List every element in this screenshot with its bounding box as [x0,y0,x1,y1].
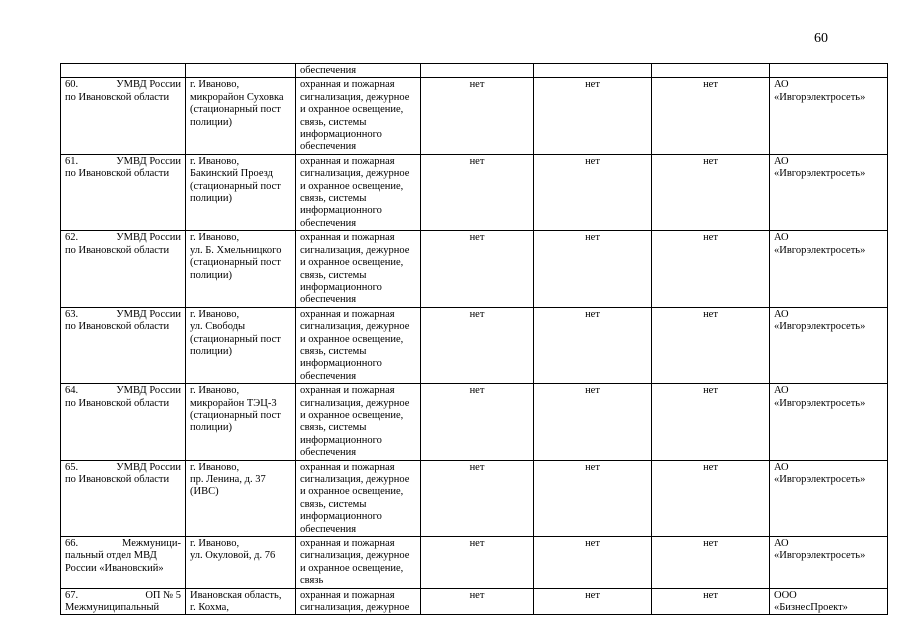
organization-name-rest: по Ивановской области [65,321,170,333]
organization-name-rest: по Ивановской области [65,244,170,256]
organization-name-start: УМВД России [116,79,181,91]
cell-value: нет [652,78,770,154]
page-number: 60 [814,31,828,46]
cell-value: нет [421,307,534,383]
table-row [61,460,888,536]
table-row [61,154,888,230]
cell-value: нет [421,384,534,460]
cell-address: Ивановская область, г. Кохма, [186,588,296,615]
organization-name-rest: по Ивановской области [65,474,170,485]
table-row [61,588,888,615]
cell-value: нет [421,78,534,154]
cell-value: нет [534,78,652,154]
cell-value: нет [534,307,652,383]
organization-name-start: УМВД России [116,385,181,397]
cell-value: нет [421,231,534,307]
cell-systems: охранная и пожарная сигнализация, дежурное и охранное освещение, связь, системы информационного обеспечения [296,384,421,460]
cell-address: г. Иваново, ул. Свободы (стационарный пост полиции) [186,307,296,383]
cell-value: нет [534,588,652,615]
organization-name-start: ОП № 5 [145,589,181,601]
cell-owner: АО «Ивгорэлектросеть» [770,460,888,536]
cell-empty [652,64,770,78]
row-number: 64. [65,385,79,397]
table-row [61,307,888,383]
cell-organization [61,231,186,307]
table-row [61,384,888,460]
organization-name-start: УМВД России [116,155,181,167]
table-row [61,537,888,589]
cell-systems: охранная и пожарная сигнализация, дежурное и охранное освещение, связь [296,537,421,589]
table-row [61,78,888,154]
cell-value: нет [652,154,770,230]
organization-name-start: Межмуници- [122,538,181,550]
organization-name-rest: по Ивановской области [65,397,170,409]
organization-name-start: УМВД России [116,308,181,320]
organization-name-rest: по Ивановской области [65,91,170,103]
cell-systems: охранная и пожарная сигнализация, дежурное и охранное освещение, связь, системы информационного обеспечения [296,231,421,307]
table-row [61,231,888,307]
cell-organization [61,384,186,460]
organization-name-rest: Межмуниципальный [65,602,160,614]
cell-organization [61,154,186,230]
objects-table [60,63,888,615]
cell-address: г. Иваново, микрорайон ТЭЦ-3 (стационарный пост полиции) [186,384,296,460]
cell-organization [61,307,186,383]
cell-owner: АО «Ивгорэлектросеть» [770,537,888,589]
row-number: 63. [65,308,79,320]
cell-value: нет [534,460,652,536]
cell-empty [61,64,186,78]
cell-value: нет [421,460,534,536]
cell-owner: АО «Ивгорэлектросеть» [770,154,888,230]
organization-name-rest: по Ивановской области [65,168,170,180]
cell-systems: охранная и пожарная сигнализация, дежурное [296,588,421,615]
cell-organization [61,460,186,536]
cell-owner: АО «Ивгорэлектросеть» [770,384,888,460]
cell-organization [61,588,186,615]
cell-value: нет [652,384,770,460]
row-number: 65. [65,461,79,473]
row-number: 66. [65,538,79,550]
cell-organization [61,78,186,154]
cell-owner: ООО «БизнесПроект» [770,588,888,615]
cell-owner: АО «Ивгорэлектросеть» [770,307,888,383]
cell-address: г. Иваново, микрорайон Суховка (стационарный пост полиции) [186,78,296,154]
cell-value: нет [652,307,770,383]
cell-systems: охранная и пожарная сигнализация, дежурное и охранное освещение, связь, системы информационного обеспечения [296,154,421,230]
cell-value: нет [421,154,534,230]
cell-address: г. Иваново, ул. Окуловой, д. 76 [186,537,296,589]
cell-value: нет [652,231,770,307]
cell-value: нет [534,231,652,307]
cell-owner: АО «Ивгорэлектросеть» [770,231,888,307]
cell-systems-fragment: обеспечения [296,64,421,78]
cell-value: нет [652,588,770,615]
cell-systems: охранная и пожарная сигнализация, дежурное и охранное освещение, связь, системы информационного обеспечения [296,460,421,536]
cell-empty [770,64,888,78]
organization-name-start: УМВД России [116,232,181,244]
cell-value: нет [534,384,652,460]
cell-address: г. Иваново, ул. Б. Хмельницкого (стационарный пост полиции) [186,231,296,307]
table-row-continuation [61,64,888,78]
organization-name-rest: пальный отдел МВД России «Ивановский» [65,550,164,574]
cell-owner: АО «Ивгорэлектросеть» [770,78,888,154]
cell-systems: охранная и пожарная сигнализация, дежурное и охранное освещение, связь, системы информационного обеспечения [296,307,421,383]
row-number: 62. [65,232,79,244]
cell-organization [61,537,186,589]
cell-value: нет [534,154,652,230]
cell-address: г. Иваново, пр. Ленина, д. 37 (ИВС) [186,460,296,536]
cell-empty [421,64,534,78]
cell-systems: охранная и пожарная сигнализация, дежурное и охранное освещение, связь, системы информационного обеспечения [296,78,421,154]
cell-value: нет [652,460,770,536]
row-number: 67. [65,589,79,601]
cell-value: нет [421,588,534,615]
cell-empty [534,64,652,78]
cell-value: нет [421,537,534,589]
cell-value: нет [534,537,652,589]
organization-name-start: УМВД России [116,461,181,473]
cell-empty [186,64,296,78]
cell-address: г. Иваново, Бакинский Проезд (стационарный пост полиции) [186,154,296,230]
row-number: 60. [65,79,79,91]
cell-value: нет [652,537,770,589]
row-number: 61. [65,155,79,167]
